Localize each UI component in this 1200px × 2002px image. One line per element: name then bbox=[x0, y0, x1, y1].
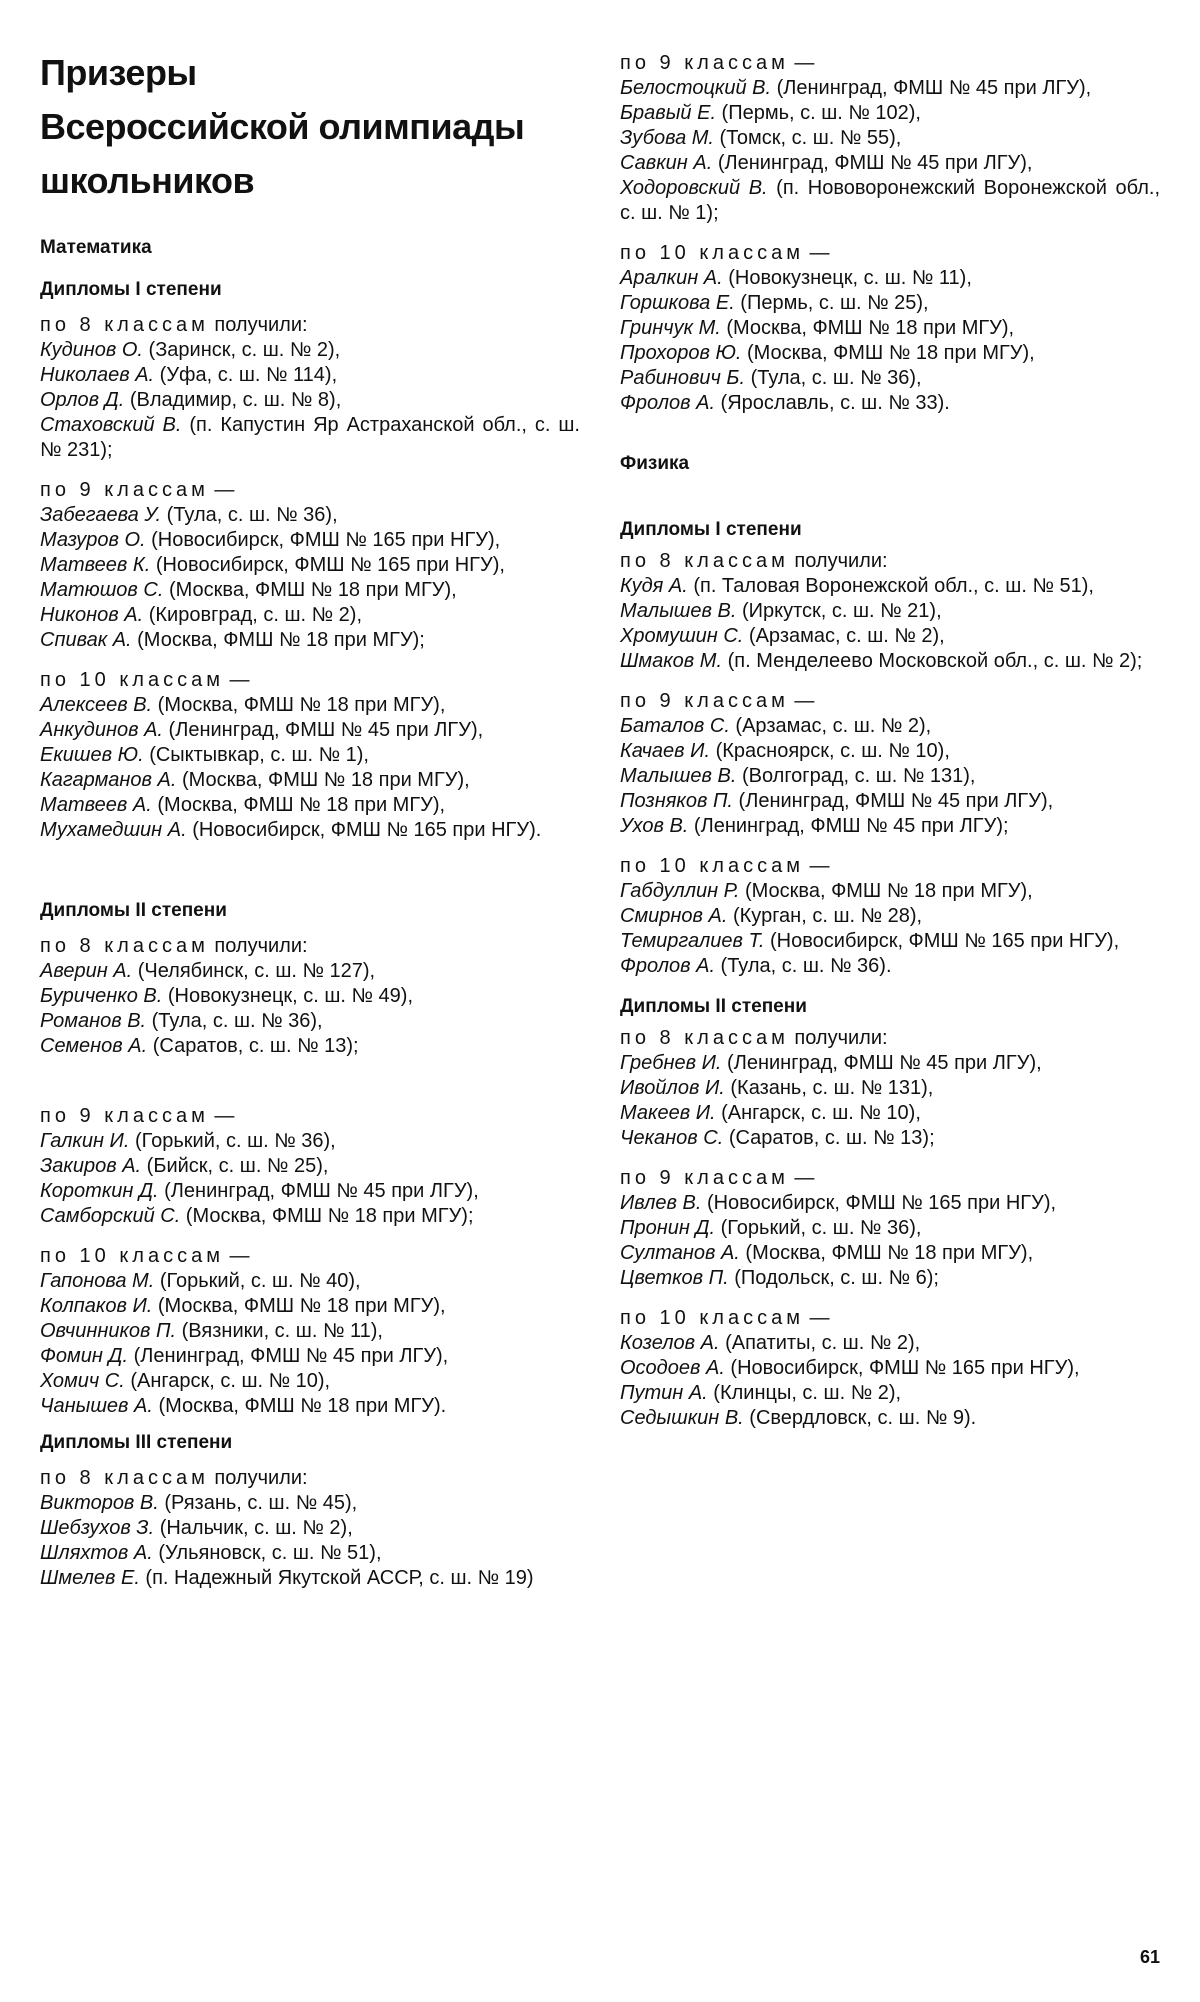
page-number: 61 bbox=[1139, 1947, 1160, 1967]
winner-entry bbox=[620, 1191, 1160, 1216]
winner-name: Аверин А. bbox=[40, 960, 133, 982]
winner-school: (Свердловск, с. ш. № 9). bbox=[743, 1407, 977, 1429]
winner-entry bbox=[620, 954, 1160, 979]
winner-name: Семенов А. bbox=[40, 1035, 148, 1057]
winner-name: Екишев Ю. bbox=[40, 744, 144, 766]
winner-name: Баталов С. bbox=[620, 715, 730, 737]
winner-entry bbox=[620, 126, 1160, 151]
winner-list bbox=[620, 1331, 1160, 1431]
winner-entry bbox=[620, 151, 1160, 176]
winner-name: Шмаков М. bbox=[620, 650, 723, 672]
winner-entry bbox=[620, 1241, 1160, 1266]
grade-label: по 10 классам — bbox=[620, 855, 830, 877]
winner-school: (Москва, ФМШ № 18 при МГУ), bbox=[741, 342, 1035, 364]
winner-entry bbox=[620, 266, 1160, 291]
winner-school: (Новосибирск, ФМШ № 165 при НГУ), bbox=[701, 1192, 1057, 1214]
winner-entry bbox=[40, 1369, 580, 1394]
physics-diploma-2-heading: Дипломы II степени bbox=[620, 996, 807, 1017]
winner-school: (Ленинград, ФМШ № 45 при ЛГУ), bbox=[721, 1052, 1042, 1074]
winner-school: (Новосибирск, ФМШ № 165 при НГУ), bbox=[724, 1357, 1080, 1379]
winner-school: (Москва, ФМШ № 18 при МГУ), bbox=[739, 880, 1033, 902]
winner-name: Шмелев Е. bbox=[40, 1567, 140, 1589]
winner-name: Самборский С. bbox=[40, 1205, 181, 1227]
winner-school: (Подольск, с. ш. № 6); bbox=[728, 1267, 939, 1289]
physics-d2-grade10 bbox=[620, 1305, 1160, 1431]
winner-name: Николаев А. bbox=[40, 364, 155, 386]
grade-label: по 8 классам получили: bbox=[40, 935, 308, 957]
winner-entry bbox=[40, 388, 580, 413]
winner-entry bbox=[620, 714, 1160, 739]
grade-label: по 9 классам — bbox=[40, 1105, 235, 1127]
winner-entry bbox=[40, 1154, 580, 1179]
grade-label: по 9 классам — bbox=[620, 1167, 815, 1189]
winner-entry bbox=[40, 1269, 580, 1294]
winner-entry bbox=[40, 363, 580, 388]
winner-school: (Новокузнецк, с. ш. № 11), bbox=[722, 267, 972, 289]
winner-name: Матюшов С. bbox=[40, 579, 164, 601]
physics-d1-grade9 bbox=[620, 688, 1160, 839]
winner-name: Гребнев И. bbox=[620, 1052, 722, 1074]
winner-school: (Пермь, с. ш. № 102), bbox=[716, 102, 921, 124]
winner-entry bbox=[40, 628, 580, 653]
grade-label: по 9 классам — bbox=[620, 52, 815, 74]
winner-entry bbox=[620, 316, 1160, 341]
winner-name: Хромушин С. bbox=[620, 625, 744, 647]
winner-school: (п. Капустин Яр Астраханской обл., с. ш. № 231); bbox=[40, 414, 580, 461]
grade-label: по 9 классам — bbox=[40, 479, 235, 501]
winner-entry bbox=[620, 1406, 1160, 1431]
winner-name: Макеев И. bbox=[620, 1102, 716, 1124]
winner-entry bbox=[620, 391, 1160, 416]
winner-name: Овчинников П. bbox=[40, 1320, 177, 1342]
winner-entry bbox=[620, 1051, 1160, 1076]
winner-entry bbox=[40, 1394, 580, 1419]
grade-label: по 8 классам получили: bbox=[40, 1467, 308, 1489]
winner-school: (Иркутск, с. ш. № 21), bbox=[736, 600, 942, 622]
winner-name: Прохоров Ю. bbox=[620, 342, 742, 364]
winner-name: Никонов А. bbox=[40, 604, 144, 626]
winner-name: Ивойлов И. bbox=[620, 1077, 725, 1099]
winner-school: (Волгоград, с. ш. № 131), bbox=[736, 765, 976, 787]
winner-school: (Ярославль, с. ш. № 33). bbox=[715, 392, 950, 414]
winner-school: (Новосибирск, ФМШ № 165 при НГУ). bbox=[186, 819, 542, 841]
winner-name: Осодоев А. bbox=[620, 1357, 725, 1379]
winner-entry bbox=[40, 1294, 580, 1319]
winner-school: (Новосибирск, ФМШ № 165 при НГУ), bbox=[150, 554, 505, 576]
winner-name: Путин А. bbox=[620, 1382, 708, 1404]
winner-school: (Саратов, с. ш. № 13); bbox=[723, 1127, 935, 1149]
winner-list bbox=[620, 574, 1160, 674]
winner-school: (Москва, ФМШ № 18 при МГУ), bbox=[739, 1242, 1034, 1264]
winner-name: Козелов А. bbox=[620, 1332, 720, 1354]
winner-school: (Тула, с. ш. № 36). bbox=[715, 955, 892, 977]
winner-school: (п. Нововоронежский Воронежской обл., с. ш. № 1); bbox=[620, 177, 1160, 224]
winner-list bbox=[620, 76, 1160, 226]
winner-entry bbox=[620, 814, 1160, 839]
winner-school: (Ленинград, ФМШ № 45 при ЛГУ), bbox=[158, 1180, 479, 1202]
winner-entry bbox=[620, 574, 1160, 599]
math-d3-grade8 bbox=[40, 1465, 580, 1591]
winner-name: Ходоровский В. bbox=[620, 177, 768, 199]
winner-name: Фролов А. bbox=[620, 392, 715, 414]
winner-school: (Ленинград, ФМШ № 45 при ЛГУ); bbox=[688, 815, 1009, 837]
winner-entry bbox=[620, 1216, 1160, 1241]
winner-school: (Саратов, с. ш. № 13); bbox=[147, 1035, 359, 1057]
winner-entry bbox=[620, 789, 1160, 814]
math-d1-grade8 bbox=[40, 312, 580, 463]
winner-school: (Арзамас, с. ш. № 2), bbox=[729, 715, 932, 737]
winner-name: Габдуллин Р. bbox=[620, 880, 740, 902]
winner-entry bbox=[620, 764, 1160, 789]
winner-school: (Ленинград, ФМШ № 45 при ЛГУ), bbox=[712, 152, 1033, 174]
winner-school: (Нальчик, с. ш. № 2), bbox=[154, 1517, 353, 1539]
winner-entry bbox=[40, 413, 580, 463]
math-diploma-3-heading: Дипломы III степени bbox=[40, 1432, 233, 1453]
winner-name: Матвеев А. bbox=[40, 794, 152, 816]
winner-entry bbox=[620, 341, 1160, 366]
winner-school: (Казань, с. ш. № 131), bbox=[724, 1077, 934, 1099]
winner-entry bbox=[40, 1034, 580, 1059]
winner-name: Мазуров О. bbox=[40, 529, 146, 551]
winner-school: (Москва, ФМШ № 18 при МГУ); bbox=[180, 1205, 474, 1227]
winner-entry bbox=[40, 718, 580, 743]
winner-name: Кудя А. bbox=[620, 575, 688, 597]
winner-entry bbox=[40, 1009, 580, 1034]
winner-name: Малышев В. bbox=[620, 600, 737, 622]
math-d2-grade9 bbox=[40, 1103, 580, 1229]
winner-school: (Горький, с. ш. № 36), bbox=[715, 1217, 922, 1239]
winner-name: Закиров А. bbox=[40, 1155, 142, 1177]
math-diploma-1-heading: Дипломы I степени bbox=[40, 279, 222, 300]
math-d3-grade10 bbox=[620, 240, 1160, 416]
winner-entry bbox=[40, 1129, 580, 1154]
winner-name: Цветков П. bbox=[620, 1267, 729, 1289]
winner-entry bbox=[40, 984, 580, 1009]
winner-name: Спивак А. bbox=[40, 629, 132, 651]
winner-school: (Москва, ФМШ № 18 при МГУ). bbox=[152, 1395, 447, 1417]
winner-name: Забегаева У. bbox=[40, 504, 162, 526]
winner-school: (п. Надежный Якутской АССР, с. ш. № 19) bbox=[139, 1567, 534, 1589]
winner-list bbox=[40, 1129, 580, 1229]
winner-entry bbox=[620, 624, 1160, 649]
winner-name: Матвеев К. bbox=[40, 554, 151, 576]
winner-list bbox=[620, 266, 1160, 416]
winner-list bbox=[620, 879, 1160, 979]
winner-name: Ухов В. bbox=[620, 815, 689, 837]
winner-school: (Ленинград, ФМШ № 45 при ЛГУ), bbox=[771, 77, 1092, 99]
winner-name: Ивлев В. bbox=[620, 1192, 702, 1214]
winner-name: Качаев И. bbox=[620, 740, 711, 762]
winner-name: Малышев В. bbox=[620, 765, 737, 787]
winner-name: Шляхтов А. bbox=[40, 1542, 153, 1564]
winner-school: (Ленинград, ФМШ № 45 при ЛГУ), bbox=[733, 790, 1054, 812]
winner-name: Султанов А. bbox=[620, 1242, 740, 1264]
winner-school: (Новосибирск, ФМШ № 165 при НГУ), bbox=[764, 930, 1120, 952]
winner-school: (Москва, ФМШ № 18 при МГУ); bbox=[131, 629, 425, 651]
winner-name: Седышкин В. bbox=[620, 1407, 744, 1429]
subject-physics-heading: Физика bbox=[620, 453, 690, 474]
winner-name: Алексеев В. bbox=[40, 694, 153, 716]
winner-entry bbox=[620, 1101, 1160, 1126]
winner-entry bbox=[40, 1319, 580, 1344]
winner-school: (Тула, с. ш. № 36), bbox=[146, 1010, 323, 1032]
winner-name: Зубова М. bbox=[620, 127, 714, 149]
winner-entry bbox=[620, 1356, 1160, 1381]
winner-entry bbox=[620, 1076, 1160, 1101]
winner-name: Позняков П. bbox=[620, 790, 733, 812]
winner-entry bbox=[620, 929, 1160, 954]
winner-school: (п. Таловая Воронежской обл., с. ш. № 51), bbox=[687, 575, 1094, 597]
math-d2-grade8 bbox=[40, 933, 580, 1059]
winner-entry bbox=[40, 1541, 580, 1566]
winner-name: Кагарманов А. bbox=[40, 769, 177, 791]
winner-name: Темиргалиев Т. bbox=[620, 930, 765, 952]
winner-school: (Рязань, с. ш. № 45), bbox=[158, 1492, 358, 1514]
physics-d1-grade10 bbox=[620, 853, 1160, 979]
right-column bbox=[620, 0, 1160, 1431]
winner-list bbox=[40, 1491, 580, 1591]
winner-entry bbox=[40, 693, 580, 718]
winner-school: (Уфа, с. ш. № 114), bbox=[154, 364, 338, 386]
winner-school: (Ленинград, ФМШ № 45 при ЛГУ), bbox=[128, 1345, 449, 1367]
winner-entry bbox=[40, 1491, 580, 1516]
winner-name: Аралкин А. bbox=[620, 267, 723, 289]
math-d3-grade9 bbox=[620, 50, 1160, 226]
winner-school: (Сыктывкар, с. ш. № 1), bbox=[143, 744, 369, 766]
math-d1-grade9 bbox=[40, 477, 580, 653]
winner-school: (Горький, с. ш. № 36), bbox=[129, 1130, 336, 1152]
winner-school: (Томск, с. ш. № 55), bbox=[713, 127, 902, 149]
winner-school: (Кировград, с. ш. № 2), bbox=[143, 604, 363, 626]
winner-entry bbox=[620, 1331, 1160, 1356]
winner-school: (Владимир, с. ш. № 8), bbox=[124, 389, 342, 411]
winner-list bbox=[40, 503, 580, 653]
left-column bbox=[40, 0, 580, 1591]
winner-name: Савкин А. bbox=[620, 152, 713, 174]
winner-entry bbox=[620, 1126, 1160, 1151]
winner-entry bbox=[40, 1204, 580, 1229]
winner-name: Фролов А. bbox=[620, 955, 715, 977]
winner-list bbox=[620, 714, 1160, 839]
winner-name: Буриченко В. bbox=[40, 985, 163, 1007]
winner-school: (Арзамас, с. ш. № 2), bbox=[743, 625, 945, 647]
winner-name: Колпаков И. bbox=[40, 1295, 153, 1317]
winner-entry bbox=[40, 959, 580, 984]
winner-school: (Ульяновск, с. ш. № 51), bbox=[152, 1542, 382, 1564]
winner-entry bbox=[40, 578, 580, 603]
grade-label: по 10 классам — bbox=[40, 669, 250, 691]
winner-school: (Заринск, с. ш. № 2), bbox=[142, 339, 341, 361]
winner-school: (Бийск, с. ш. № 25), bbox=[141, 1155, 329, 1177]
winner-school: (Москва, ФМШ № 18 при МГУ), bbox=[152, 1295, 446, 1317]
winner-entry bbox=[620, 599, 1160, 624]
winner-entry bbox=[40, 1566, 580, 1591]
winner-name: Гапонова М. bbox=[40, 1270, 155, 1292]
winner-list bbox=[620, 1051, 1160, 1151]
winner-school: (Апатиты, с. ш. № 2), bbox=[719, 1332, 921, 1354]
winner-name: Хомич С. bbox=[40, 1370, 125, 1392]
winner-list bbox=[40, 338, 580, 463]
winner-entry bbox=[620, 1381, 1160, 1406]
winner-name: Галкин И. bbox=[40, 1130, 130, 1152]
grade-label: по 10 классам — bbox=[620, 1307, 830, 1329]
winner-school: (Вязники, с. ш. № 11), bbox=[176, 1320, 383, 1342]
winner-entry bbox=[40, 1344, 580, 1369]
winner-school: (Челябинск, с. ш. № 127), bbox=[132, 960, 376, 982]
winner-entry bbox=[40, 1516, 580, 1541]
winner-entry bbox=[620, 904, 1160, 929]
winner-name: Гринчук М. bbox=[620, 317, 721, 339]
winner-school: (Ангарск, с. ш. № 10), bbox=[715, 1102, 921, 1124]
winner-name: Романов В. bbox=[40, 1010, 147, 1032]
winner-entry bbox=[620, 76, 1160, 101]
grade-label: по 10 классам — bbox=[40, 1245, 250, 1267]
winner-school: (Тула, с. ш. № 36), bbox=[745, 367, 922, 389]
winner-list bbox=[620, 1191, 1160, 1291]
winner-name: Чеканов С. bbox=[620, 1127, 724, 1149]
physics-diploma-1-heading: Дипломы I степени bbox=[620, 519, 802, 540]
winner-entry bbox=[40, 793, 580, 818]
winner-name: Бравый Е. bbox=[620, 102, 716, 124]
winner-school: (Москва, ФМШ № 18 при МГУ), bbox=[152, 694, 446, 716]
winner-entry bbox=[620, 1266, 1160, 1291]
winner-school: (Ленинград, ФМШ № 45 при ЛГУ), bbox=[163, 719, 484, 741]
winner-school: (Клинцы, с. ш. № 2), bbox=[707, 1382, 902, 1404]
winner-name: Белостоцкий В. bbox=[620, 77, 772, 99]
winner-school: (Новосибирск, ФМШ № 165 при НГУ), bbox=[145, 529, 501, 551]
winner-name: Чанышев А. bbox=[40, 1395, 153, 1417]
winner-school: (Тула, с. ш. № 36), bbox=[161, 504, 338, 526]
winner-name: Смирнов А. bbox=[620, 905, 728, 927]
physics-d1-grade8 bbox=[620, 548, 1160, 674]
winner-school: (Ангарск, с. ш. № 10), bbox=[124, 1370, 331, 1392]
winner-entry bbox=[620, 739, 1160, 764]
physics-d2-grade9 bbox=[620, 1165, 1160, 1291]
winner-name: Кудинов О. bbox=[40, 339, 143, 361]
grade-label: по 10 классам — bbox=[620, 242, 830, 264]
winner-entry bbox=[40, 603, 580, 628]
grade-label: по 8 классам получили: bbox=[620, 1027, 888, 1049]
winner-name: Пронин Д. bbox=[620, 1217, 716, 1239]
winner-name: Викторов В. bbox=[40, 1492, 159, 1514]
winner-name: Анкудинов А. bbox=[40, 719, 163, 741]
winner-entry bbox=[40, 503, 580, 528]
grade-label: по 8 классам получили: bbox=[40, 314, 308, 336]
grade-label: по 9 классам — bbox=[620, 690, 815, 712]
math-diploma-2-heading: Дипломы II степени bbox=[40, 900, 227, 921]
winner-entry bbox=[620, 366, 1160, 391]
winner-school: (Пермь, с. ш. № 25), bbox=[734, 292, 929, 314]
winner-list bbox=[40, 693, 580, 843]
grade-label: по 8 классам получили: bbox=[620, 550, 888, 572]
winner-school: (Красноярск, с. ш. № 10), bbox=[710, 740, 950, 762]
winner-entry bbox=[40, 553, 580, 578]
winner-school: (Москва, ФМШ № 18 при МГУ), bbox=[151, 794, 446, 816]
winner-name: Стаховский В. bbox=[40, 414, 182, 436]
winner-entry bbox=[40, 743, 580, 768]
winner-name: Короткин Д. bbox=[40, 1180, 159, 1202]
winner-name: Рабинович Б. bbox=[620, 367, 746, 389]
winner-entry bbox=[620, 649, 1160, 674]
winner-school: (Москва, ФМШ № 18 при МГУ), bbox=[163, 579, 457, 601]
winner-school: (Москва, ФМШ № 18 при МГУ), bbox=[176, 769, 470, 791]
winner-entry bbox=[40, 768, 580, 793]
math-d2-grade10 bbox=[40, 1243, 580, 1419]
winner-school: (Горький, с. ш. № 40), bbox=[154, 1270, 361, 1292]
winner-name: Фомин Д. bbox=[40, 1345, 129, 1367]
winner-school: (Новокузнецк, с. ш. № 49), bbox=[162, 985, 414, 1007]
winner-entry bbox=[620, 879, 1160, 904]
winner-list bbox=[40, 959, 580, 1059]
winner-name: Горшкова Е. bbox=[620, 292, 735, 314]
math-d1-grade10 bbox=[40, 667, 580, 843]
winner-entry bbox=[40, 338, 580, 363]
winner-school: (Курган, с. ш. № 28), bbox=[727, 905, 923, 927]
winner-name: Орлов Д. bbox=[40, 389, 125, 411]
winner-school: (Москва, ФМШ № 18 при МГУ), bbox=[720, 317, 1015, 339]
winner-name: Мухамедшин А. bbox=[40, 819, 187, 841]
winner-entry bbox=[620, 291, 1160, 316]
winner-entry bbox=[40, 1179, 580, 1204]
winner-entry bbox=[620, 101, 1160, 126]
winner-list bbox=[40, 1269, 580, 1419]
page-title: Призеры Всероссийской олимпиады школьников bbox=[40, 52, 525, 201]
subject-math-heading: Математика bbox=[40, 237, 152, 258]
physics-d2-grade8 bbox=[620, 1025, 1160, 1151]
winner-school: (п. Менделеево Московской обл., с. ш. № 2); bbox=[722, 650, 1143, 672]
winner-name: Шебзухов З. bbox=[40, 1517, 155, 1539]
winner-entry bbox=[620, 176, 1160, 226]
winner-entry bbox=[40, 528, 580, 553]
winner-entry bbox=[40, 818, 580, 843]
